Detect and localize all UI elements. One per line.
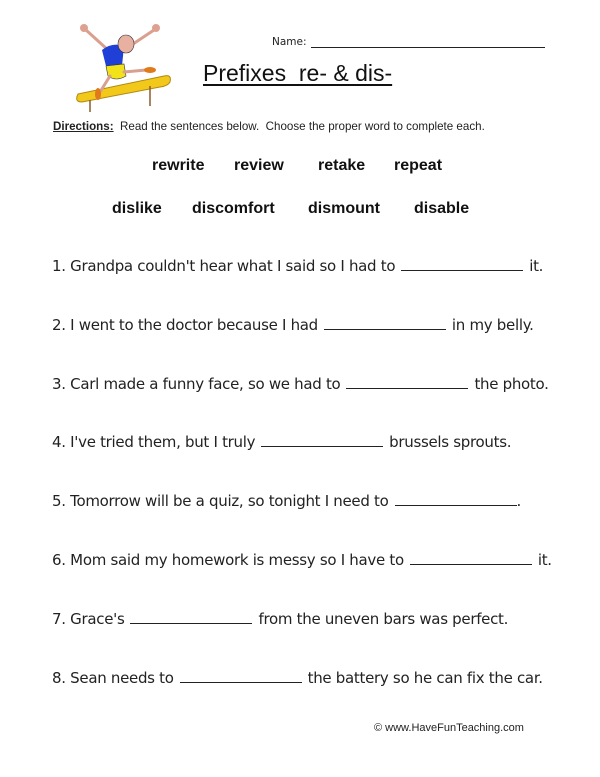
word-bank-item: retake	[318, 157, 366, 174]
sentence-2: 2. I went to the doctor because I had in my belly.	[52, 316, 534, 334]
sentence-4: 4. I've tried them, but I truly brussels sprouts.	[52, 433, 512, 451]
answer-blank[interactable]	[130, 609, 252, 624]
sentence-5: 5. Tomorrow will be a quiz, so tonight I need to .	[52, 492, 521, 510]
answer-blank[interactable]	[261, 432, 383, 447]
word-bank-item: dismount	[308, 200, 380, 217]
word-bank-item: discomfort	[192, 200, 275, 217]
sentence-6: 6. Mom said my homework is messy so I have to it.	[52, 551, 552, 569]
name-label: Name:	[272, 36, 307, 48]
page-title: Prefixes re- & dis-	[203, 60, 393, 86]
answer-blank[interactable]	[180, 668, 302, 683]
word-bank-item: rewrite	[152, 157, 205, 174]
sentence-3: 3. Carl made a funny face, so we had to the photo.	[52, 375, 549, 393]
directions	[53, 120, 485, 133]
sentence-8: 8. Sean needs to the battery so he can fix the car.	[52, 669, 543, 687]
name-line[interactable]	[311, 36, 545, 48]
directions-text: Read the sentences below. Choose the proper word to complete each.	[113, 120, 485, 133]
answer-blank[interactable]	[324, 315, 446, 330]
sentence-7: 7. Grace's from the uneven bars was perfect.	[52, 610, 509, 628]
name-field[interactable]	[272, 36, 545, 48]
answer-blank[interactable]	[410, 550, 532, 565]
answer-blank[interactable]	[346, 374, 468, 389]
word-bank-item: dislike	[112, 200, 162, 217]
word-bank-item: repeat	[394, 157, 443, 174]
sentence-1: 1. Grandpa couldn't hear what I said so I had to it.	[52, 257, 544, 275]
answer-blank[interactable]	[401, 256, 523, 271]
word-bank-item: review	[234, 157, 284, 174]
directions-label: Directions:	[53, 120, 114, 133]
answer-blank[interactable]	[395, 491, 517, 506]
copyright-footer: © www.HaveFunTeaching.com	[374, 722, 524, 734]
gymnast-clipart-icon	[72, 16, 176, 112]
word-bank-item: disable	[414, 200, 470, 217]
